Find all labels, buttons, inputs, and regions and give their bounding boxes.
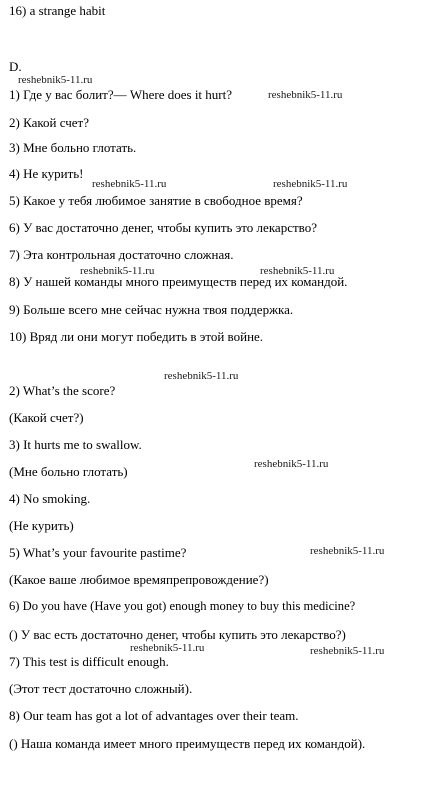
text-line: 3) It hurts me to swallow. (9, 437, 142, 452)
text-line: (Какое ваше любимое времяпрепровождение?) (9, 572, 269, 587)
text-line: 5) What’s your favourite pastime? (9, 545, 187, 560)
text-line: (Этот тест достаточно сложный). (9, 681, 193, 696)
watermark-text: reshebnik5-11.ru (92, 178, 167, 190)
text-line: 8) У нашей команды много преимуществ перед их командой. (9, 274, 348, 289)
watermark-text: reshebnik5-11.ru (310, 545, 385, 557)
text-line: 2) Какой счет? (9, 115, 89, 130)
text-line: () У вас есть достаточно денег, чтобы купить это лекарство?) (9, 627, 346, 642)
watermark-text: reshebnik5-11.ru (254, 458, 329, 470)
text-line: 16) a strange habit (9, 3, 106, 18)
text-line: 7) Эта контрольная достаточно сложная. (9, 247, 234, 262)
watermark-text: reshebnik5-11.ru (310, 645, 385, 657)
text-line: 10) Вряд ли они могут победить в этой войне. (9, 329, 264, 344)
text-line: 6) Do you have (Have you got) enough money to buy this medicine? (9, 599, 356, 613)
text-line: 4) No smoking. (9, 491, 91, 506)
text-line: 5) Какое у тебя любимое занятие в свободное время? (9, 193, 303, 208)
watermark-text: reshebnik5-11.ru (273, 178, 348, 190)
text-line: 7) This test is difficult enough. (9, 654, 169, 669)
text-line: (Мне больно глотать) (9, 464, 128, 479)
watermark-text: reshebnik5-11.ru (130, 642, 205, 654)
text-line: 9) Больше всего мне сейчас нужна твоя поддержка. (9, 302, 294, 317)
text-line: (Какой счет?) (9, 410, 84, 425)
text-line: 3) Мне больно глотать. (9, 140, 137, 155)
text-line: () Наша команда имеет много преимуществ перед их командой). (9, 736, 366, 751)
watermark-text: reshebnik5-11.ru (164, 370, 239, 382)
watermark-text: reshebnik5-11.ru (260, 265, 335, 277)
text-line: (Не курить) (9, 518, 74, 533)
watermark-text: reshebnik5-11.ru (80, 265, 155, 277)
watermark-text: reshebnik5-11.ru (18, 74, 93, 86)
text-line: 1) Где у вас болит?— Where does it hurt? (9, 87, 232, 102)
text-line: 4) Не курить! (9, 166, 84, 181)
text-line: 8) Our team has got a lot of advantages over their team. (9, 708, 299, 723)
text-line: 2) What’s the score? (9, 383, 116, 398)
watermark-text: reshebnik5-11.ru (268, 89, 343, 101)
section-heading: D. (9, 59, 22, 74)
text-line: 6) У вас достаточно денег, чтобы купить это лекарство? (9, 220, 317, 235)
